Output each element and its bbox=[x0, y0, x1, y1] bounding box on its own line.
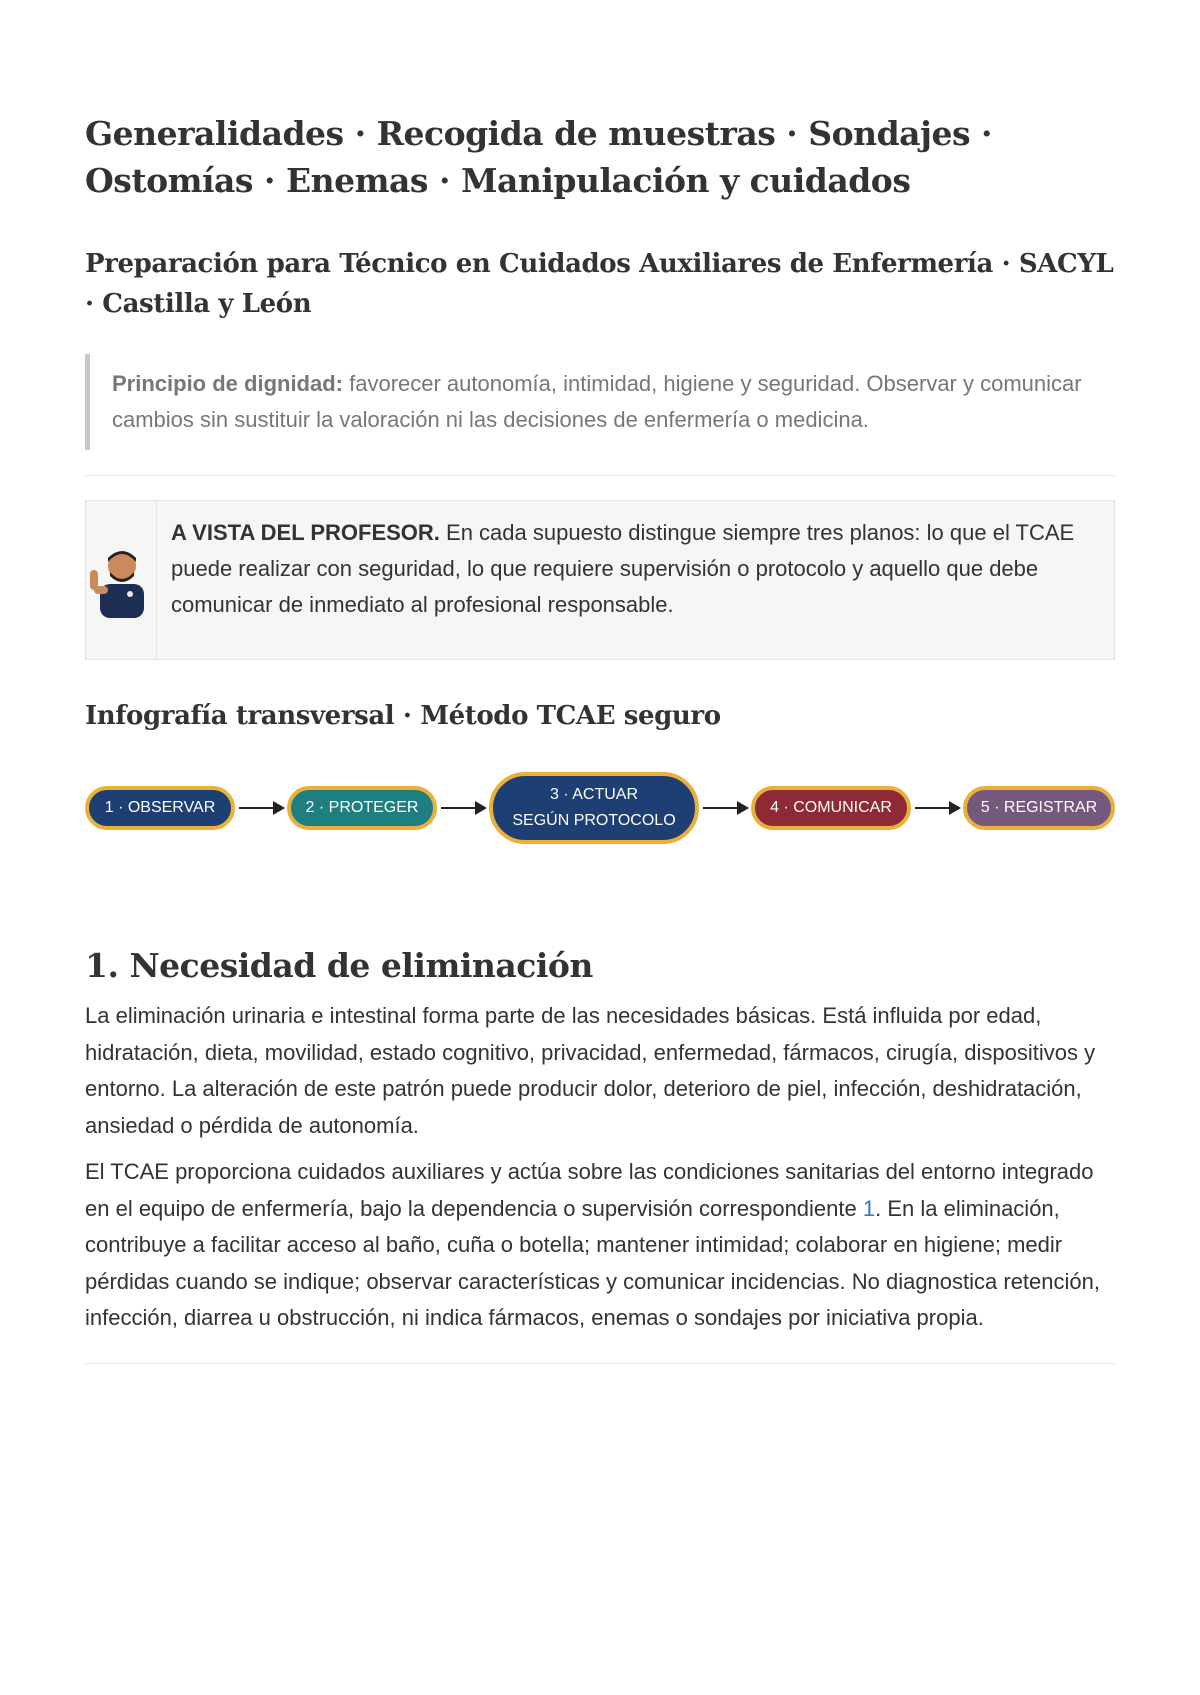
flow-arrow bbox=[239, 807, 283, 809]
teacher-note-label: A VISTA DEL PROFESOR. bbox=[171, 520, 440, 545]
page-title: Generalidades · Recogida de muestras · Sondajes · Ostomías · Enemas · Manipulación y cuidados bbox=[85, 114, 993, 200]
flow-step-observar bbox=[85, 786, 235, 830]
flow-step-label: 5 · REGISTRAR bbox=[980, 799, 1098, 816]
principle-text: favorecer autonomía, intimidad, higiene y seguridad. Observar y comunicar cambios sin sustituir la valoración ni las decisiones de enfermería o medicina. bbox=[112, 371, 1082, 432]
section-paragraph: La eliminación urinaria e intestinal forma parte de las necesidades básicas. Está influida por edad, hidratación, dieta, movilidad, estado cognitivo, privacidad, enfermedad, fármacos, cirugía, dispositivos y entorno. La alteración de este patrón puede producir dolor, deterioro de piel, infección, deshidratación, ansiedad o pérdida de autonomía. bbox=[85, 1003, 1096, 1138]
flow-step-label: 3 · ACTUAR bbox=[549, 786, 638, 803]
paragraph-text: . En la eliminación, contribuye a facilitar acceso al baño, cuña o botella; mantener intimidad; colaborar en higiene; medir pérdidas cuando se indique; observar características y comunicar incidencias. No diagnostica retención, infección, diarrea u obstrucción, ni indica fármacos, enemas o sondajes por iniciativa propia. bbox=[85, 1195, 1100, 1330]
paragraph-text: El TCAE proporciona cuidados auxiliares y actúa sobre las condiciones sanitarias del entorno integrado en el equipo de enfermería, bajo la dependencia o supervisión correspondiente bbox=[85, 1159, 1094, 1221]
principle-quote bbox=[85, 354, 1115, 450]
flow-step-label: 4 · COMUNICAR bbox=[770, 799, 892, 816]
flow-arrow bbox=[915, 807, 959, 809]
principle-label: Principio de dignidad: bbox=[112, 371, 343, 396]
section-paragraph bbox=[85, 1154, 1115, 1337]
page-subtitle: Preparación para Técnico en Cuidados Auxiliares de Enfermería · SACYL · Castilla y León bbox=[85, 249, 1114, 319]
teacher-note-box bbox=[85, 500, 1115, 660]
teacher-note-text bbox=[157, 501, 1114, 659]
divider bbox=[85, 1363, 1115, 1364]
flow-step-label: 1 · OBSERVAR bbox=[104, 799, 216, 816]
flow-step-label: 2 · PROTEGER bbox=[305, 799, 419, 816]
flow-arrow bbox=[703, 807, 747, 809]
flow-step-registrar bbox=[963, 786, 1115, 830]
teacher-avatar-icon bbox=[86, 540, 156, 620]
teacher-avatar-cell bbox=[86, 501, 157, 659]
infographic-title: Infografía transversal · Método TCAE seguro bbox=[85, 701, 721, 731]
teacher-note-body: En cada supuesto distingue siempre tres planos: lo que el TCAE puede realizar con seguridad, lo que requiere supervisión o protocolo y aquello que debe comunicar de inmediato al profesional responsable. bbox=[171, 520, 1075, 617]
divider bbox=[85, 475, 1115, 476]
flow-step-actuar bbox=[489, 772, 699, 844]
method-flow bbox=[85, 772, 1115, 844]
flow-step-label-line2: SEGÚN PROTOCOLO bbox=[512, 812, 676, 829]
flow-step-proteger bbox=[287, 786, 437, 830]
reference-link[interactable]: 1 bbox=[862, 1195, 876, 1221]
section-heading: 1. Necesidad de eliminación bbox=[85, 946, 593, 985]
flow-step-comunicar bbox=[751, 786, 911, 830]
flow-arrow bbox=[441, 807, 485, 809]
